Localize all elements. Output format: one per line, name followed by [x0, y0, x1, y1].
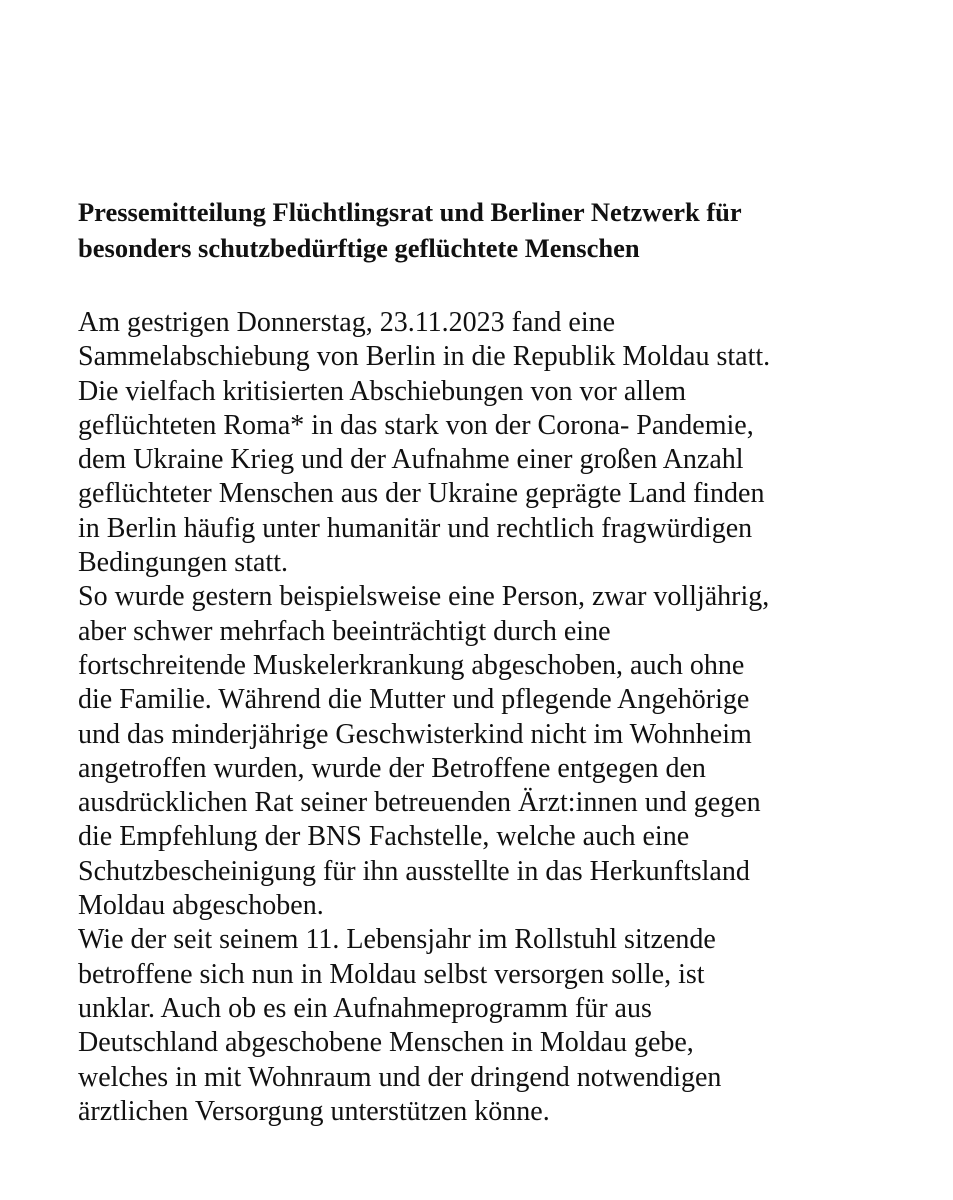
body-line: Bedingungen statt. [78, 547, 288, 579]
body-line: aber schwer mehrfach beeinträchtigt durch eine [78, 615, 611, 647]
body-line: angetroffen wurden, wurde der Betroffene entgegen den [78, 752, 706, 784]
body-line: fortschreitende Muskelerkrankung abgeschoben, auch ohne [78, 649, 745, 681]
body-line: dem Ukraine Krieg und der Aufnahme einer großen Anzahl [78, 444, 744, 476]
body-line: geflüchteten Roma* in das stark von der Corona- Pandemie, [78, 409, 754, 441]
body-line: unklar. Auch ob es ein Aufnahmeprogramm für aus [78, 992, 652, 1024]
body-line: Wie der seit seinem 11. Lebensjahr im Rollstuhl sitzende [78, 924, 716, 956]
title-line: Pressemitteilung Flüchtlingsrat und Berliner Netzwerk für [78, 197, 742, 227]
body-line: ärztlichen Versorgung unterstützen könne. [78, 1095, 550, 1127]
press-release-title [78, 194, 908, 266]
body-line: Die vielfach kritisierten Abschiebungen von vor allem [78, 375, 687, 407]
body-line: geflüchteter Menschen aus der Ukraine geprägte Land finden [78, 478, 765, 510]
body-line: Schutzbescheinigung für ihn ausstellte in das Herkunftsland [78, 855, 750, 887]
body-line: Deutschland abgeschobene Menschen in Moldau gebe, [78, 1027, 694, 1059]
body-line: in Berlin häufig unter humanitär und rechtlich fragwürdigen [78, 512, 753, 544]
title-line: besonders schutzbedürftige geflüchtete Menschen [78, 233, 640, 263]
body-line: ausdrücklichen Rat seiner betreuenden Ärzt:innen und gegen [78, 787, 761, 819]
body-line: betroffene sich nun in Moldau selbst versorgen solle, ist [78, 958, 705, 990]
body-line: die Empfehlung der BNS Fachstelle, welche auch eine [78, 821, 690, 853]
body-line: Sammelabschiebung von Berlin in die Republik Moldau statt. [78, 341, 771, 373]
body-line: So wurde gestern beispielsweise eine Person, zwar volljährig, [78, 581, 770, 613]
body-line: Am gestrigen Donnerstag, 23.11.2023 fand eine [78, 307, 616, 338]
body-line: Moldau abgeschoben. [78, 890, 324, 922]
press-release-body [78, 306, 908, 1129]
body-line: und das minderjährige Geschwisterkind nicht im Wohnheim [78, 718, 752, 750]
body-line: die Familie. Während die Mutter und pflegende Angehörige [78, 684, 750, 716]
body-line: welches in mit Wohnraum und der dringend notwendigen [78, 1061, 722, 1093]
